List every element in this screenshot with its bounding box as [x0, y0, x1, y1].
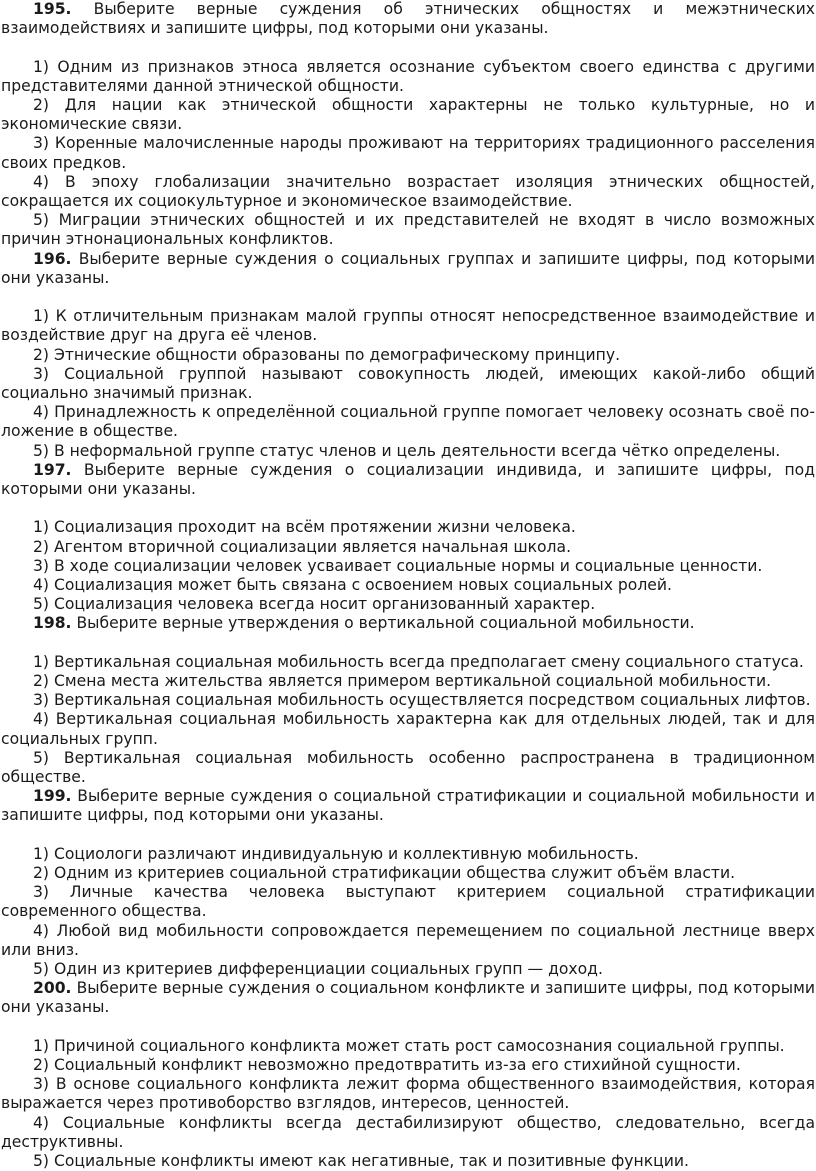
option-item: 5) Один из критериев дифференциации социальных групп — доход. — [33, 960, 603, 979]
option-item: 4) Любой вид мобильности сопровождается перемещением по социальной лестнице вверх или вниз. — [1, 921, 815, 959]
question-prompt: Выберите верные суждения об этнических общностях и межэтнических взаимодействиях и запишите цифры, под которыми они указаны. — [1, 0, 815, 38]
option-item: 4) Социализация может быть связана с освоением новых социальных ролей. — [33, 576, 672, 595]
question-number: 199. — [33, 787, 72, 806]
option-item: 3) Вертикальная социальная мобильность осуществляется посредством социальных лифтов. — [33, 691, 811, 710]
option-item: 2) Смена места жительства является примером вертикальной социальной мобильности. — [33, 672, 772, 691]
option-item: 2) Одним из критериев социальной стратификации общества служит объём власти. — [33, 864, 736, 883]
question-header — [1, 0, 815, 38]
question-number: 198. — [33, 614, 72, 633]
option-item: 1) Одним из признаков этноса является осознание субъектом своего единства с другими представителями данной этнической общности. — [1, 57, 815, 95]
question-prompt: Выберите верные суждения о социализации индивида, и запишите цифры, под которыми они указаны. — [1, 460, 815, 499]
option-item: 5) В неформальной группе статус членов и цель деятельности всегда чётко определены. — [33, 441, 781, 460]
question-200 — [1, 979, 815, 1171]
question-198 — [1, 614, 815, 787]
question-number: 196. — [33, 249, 72, 268]
spacer — [1, 634, 815, 653]
option-item: 5) Вертикальная социальная мобильность особенно распространена в традиционном обществе. — [1, 748, 815, 787]
question-number: 195. — [33, 0, 72, 18]
option-item: 3) В основе социального конфликта лежит форма общественного взаимодействия, которая выражается через противоборство взглядов, интересов, ценностей. — [1, 1075, 815, 1113]
question-prompt: Выберите верные суждения о социальных группах и запишите цифры, под которыми они указаны. — [1, 249, 815, 287]
question-number: 200. — [33, 979, 72, 998]
question-199 — [1, 787, 815, 979]
option-item: 4) В эпоху глобализации значительно возрастает изоляция этнических общностей, сокращается их социокультурное и экономическое взаимодействие. — [1, 172, 815, 211]
option-item: 1) К отличительным признакам малой группы относят непосредственное взаимодействие и воздействие друг на друга её членов. — [1, 307, 815, 345]
option-item: 3) Социальной группой называют совокупность людей, имеющих какой-либо общий социально значимый признак. — [1, 364, 815, 403]
question-header — [1, 461, 815, 499]
question-header — [1, 250, 815, 288]
question-prompt: Выберите верные суждения о социальной стратификации и социальной мобильности и запишите цифры, под которыми они указаны. — [1, 787, 815, 825]
option-item: 3) В ходе социализации человек усваивает социальные нормы и социальные ценности. — [33, 556, 763, 575]
option-item: 5) Социальные конфликты имеют как негативные, так и позитивные функции. — [33, 1152, 689, 1171]
option-item: 1) Вертикальная социальная мобильность всегда предполагает смену социального статуса. — [33, 652, 804, 671]
spacer — [1, 1018, 815, 1037]
question-number: 197. — [33, 460, 72, 479]
question-prompt: Выберите верные суждения о социальном конфликте и запишите цифры, под которыми они указаны. — [1, 979, 815, 1017]
spacer — [1, 826, 815, 845]
option-item: 4) Вертикальная социальная мобильность характерна как для отдельных людей, так и для социальных групп. — [1, 710, 815, 748]
question-196 — [1, 250, 815, 461]
option-item: 2) Этнические общности образованы по демографическому принципу. — [33, 345, 621, 364]
option-item: 2) Агентом вторичной социализации является начальная школа. — [33, 537, 572, 556]
spacer — [1, 38, 815, 57]
question-header — [1, 614, 815, 633]
option-item: 4) Принадлежность к определённой социальной группе помогает человеку осознать своё положение в обществе. — [1, 403, 815, 441]
spacer — [1, 288, 815, 307]
question-195 — [1, 0, 815, 250]
option-item: 5) Социализация человека всегда носит организованный характер. — [33, 595, 596, 614]
option-item: 3) Коренные малочисленные народы проживают на территориях традиционного расселения своих предков. — [1, 134, 815, 172]
option-item: 2) Для нации как этнической общности характерны не только культурные, но и экономические связи. — [1, 96, 815, 134]
option-item: 2) Социальный конфликт невозможно предотвратить из-за его стихийной сущности. — [33, 1056, 741, 1075]
question-197 — [1, 461, 815, 615]
option-item: 1) Социологи различают индивидуальную и коллективную мобильность. — [33, 844, 639, 863]
option-item: 1) Социализация проходит на всём протяжении жизни человека. — [33, 518, 576, 537]
option-item: 1) Причиной социального конфликта может стать рост самосознания социальной группы. — [33, 1036, 785, 1055]
question-header — [1, 787, 815, 825]
spacer — [1, 499, 815, 518]
question-header — [1, 979, 815, 1017]
question-prompt: Выберите верные утверждения о вертикальной социальной мобильности. — [76, 614, 695, 633]
option-item: 3) Личные качества человека выступают критерием социальной стратификации современного общества. — [1, 883, 815, 921]
option-item: 5) Миграции этнических общностей и их представителей не входят в число возможных причин этнонациональных конфликтов. — [1, 211, 815, 249]
option-item: 4) Социальные конфликты всегда дестабилизируют общество, следовательно, всегда деструктивны. — [1, 1113, 815, 1151]
